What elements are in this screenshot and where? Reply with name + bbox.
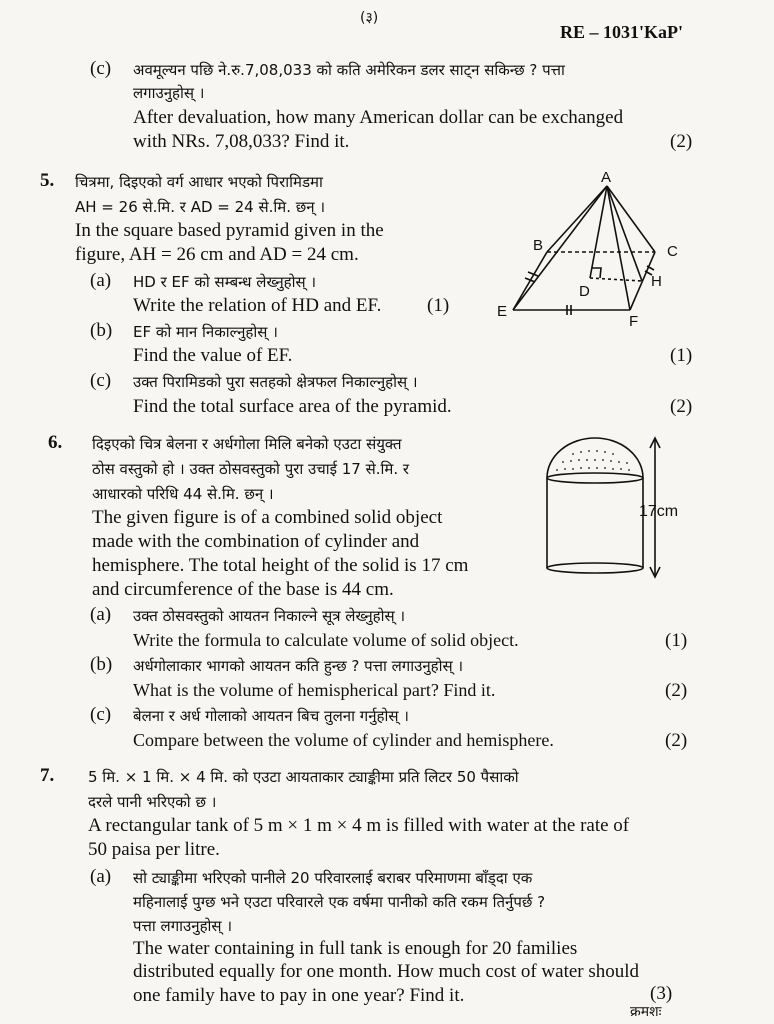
q6a-label: (a) (90, 604, 112, 625)
q5-np-line1: चित्रमा, दिइएको वर्ग आधार भएको पिरामिडमा (75, 173, 323, 191)
q5b-en: Find the value of EF. (133, 345, 293, 366)
vertex-E-label: E (497, 303, 508, 320)
q7-np-line2: दरले पानी भरिएको छ । (88, 793, 217, 811)
q6c-np: बेलना र अर्ध गोलाको आयतन बिच तुलना गर्नुहोस् । (133, 707, 409, 725)
q6c-marks: (2) (665, 730, 688, 751)
segment-DH (590, 278, 642, 281)
q6a-np: उक्त ठोसवस्तुको आयतन निकाल्ने सूत्र लेख्नुहोस् । (133, 607, 406, 625)
q6b-marks: (2) (665, 680, 688, 701)
q7-np-line1: 5 मि. × 1 मि. × 4 मि. को एउटा आयताकार ट्याङ्कीमा प्रति लिटर 50 पैसाको (88, 768, 519, 786)
q7a-en-line1: The water containing in full tank is enough for 20 families (133, 938, 578, 959)
paper-code: RE – 1031'KaP' (560, 22, 684, 42)
q4c-en-line1: After devaluation, how many American dollar can be exchanged (133, 107, 624, 128)
q5-np-line2: AH = 26 से.मि. र AD = 24 से.मि. छन् । (75, 198, 326, 216)
hemisphere-stipple (556, 450, 630, 471)
edge-AE (513, 186, 607, 310)
q6-np-line3: आधारको परिधि 44 से.मि. छन् । (92, 485, 274, 503)
vertex-H-label: H (651, 273, 662, 290)
q5a-marks: (1) (427, 295, 450, 316)
edge-AF (607, 186, 630, 310)
edge-AC (607, 186, 655, 252)
q4c-np-line1: अवमूल्यन पछि ने.रु.7,08,033 को कति अमेरिकन डलर साट्न सकिन्छ ? पत्ता (133, 61, 565, 79)
vertex-A-label: A (601, 169, 612, 186)
q7a-np-line1: सो ट्याङ्कीमा भरिएको पानीले 20 परिवारलाई बराबर परिमाणमा बाँड्दा एक (133, 869, 533, 887)
q6a-marks: (1) (665, 630, 688, 651)
q5c-label: (c) (90, 370, 112, 391)
q6-en-line1: The given figure is of a combined solid object (92, 507, 443, 528)
q7-en-line2: 50 paisa per litre. (88, 839, 220, 860)
q6c-label: (c) (90, 704, 112, 725)
q5c-marks: (2) (670, 396, 693, 417)
top-rim-ellipse (547, 473, 643, 483)
q7-number: 7. (40, 765, 55, 786)
base-ellipse (547, 563, 643, 573)
height-label: 17cm (639, 503, 679, 520)
q5b-marks: (1) (670, 345, 693, 366)
vertex-F-label: F (629, 313, 639, 328)
vertex-D-label: D (579, 283, 590, 300)
q5a-en: Write the relation of HD and EF. (133, 295, 382, 316)
edge-EB (513, 252, 547, 310)
q7a-np-line3: पत्ता लगाउनुहोस् । (133, 917, 233, 935)
q6b-np: अर्धगोलाकार भागको आयतन कति हुन्छ ? पत्ता लगाउनुहोस् । (133, 657, 464, 675)
q6b-label: (b) (90, 654, 113, 675)
q4c-en-line2: with NRs. 7,08,033? Find it. (133, 131, 350, 152)
slant-AH (607, 186, 642, 281)
vertex-C-label: C (667, 243, 678, 260)
vertex-B-label: B (533, 237, 544, 254)
right-angle-mark (592, 268, 601, 278)
q7a-marks: (3) (650, 983, 673, 1004)
q6-en-line4: and circumference of the base is 44 cm. (92, 579, 394, 600)
q5-number: 5. (40, 170, 55, 191)
q5b-label: (b) (90, 320, 113, 341)
pyramid-figure (495, 168, 705, 328)
edge-AB (547, 186, 607, 252)
q5a-np: HD र EF को सम्बन्ध लेख्नुहोस् । (133, 273, 317, 291)
q5c-np: उक्त पिरामिडको पुरा सतहको क्षेत्रफल निकाल्नुहोस् । (133, 373, 418, 391)
cylinder-hemisphere-figure (535, 430, 695, 585)
q7a-en-line2: distributed equally for one month. How much cost of water should (133, 961, 640, 982)
q4c-np-line2: लगाउनुहोस् । (133, 84, 205, 102)
q5c-en: Find the total surface area of the pyramid. (133, 396, 452, 417)
q6-number: 6. (48, 432, 63, 453)
q6-np-line2: ठोस वस्तुको हो । उक्त ठोसवस्तुको पुरा उचाई 17 से.मि. र (92, 460, 410, 478)
q6-en-line3: hemisphere. The total height of the solid is 17 cm (92, 555, 469, 576)
q6b-en: What is the volume of hemispherical part? Find it. (133, 680, 496, 700)
q5b-np: EF को मान निकाल्नुहोस् । (133, 323, 278, 341)
page-number: (३) (360, 10, 379, 26)
q4c-marks: (2) (670, 131, 693, 152)
q7a-np-line2: महिनालाई पुग्छ भने एउटा परिवारले एक वर्षमा पानीको कति रकम तिर्नुपर्छ ? (133, 893, 546, 911)
q6-en-line2: made with the combination of cylinder and (92, 531, 420, 552)
q6c-en: Compare between the volume of cylinder and hemisphere. (133, 730, 554, 750)
continued-marker: क्रमशः (630, 1004, 662, 1020)
q4c-label: (c) (90, 58, 112, 79)
q5a-label: (a) (90, 270, 112, 291)
hemisphere-outline (547, 438, 643, 478)
q7a-label: (a) (90, 866, 112, 887)
q5-en-line1: In the square based pyramid given in the (75, 220, 384, 241)
height-AD (590, 186, 607, 278)
q6a-en: Write the formula to calculate volume of solid object. (133, 630, 519, 650)
q7a-en-line3: one family have to pay in one year? Find it. (133, 985, 465, 1006)
q6-np-line1: दिइएको चित्र बेलना र अर्धगोला मिलि बनेको एउटा संयुक्त (92, 435, 402, 453)
q7-en-line1: A rectangular tank of 5 m × 1 m × 4 m is filled with water at the rate of (88, 815, 630, 836)
q5-en-line2: figure, AH = 26 cm and AD = 24 cm. (75, 244, 359, 265)
